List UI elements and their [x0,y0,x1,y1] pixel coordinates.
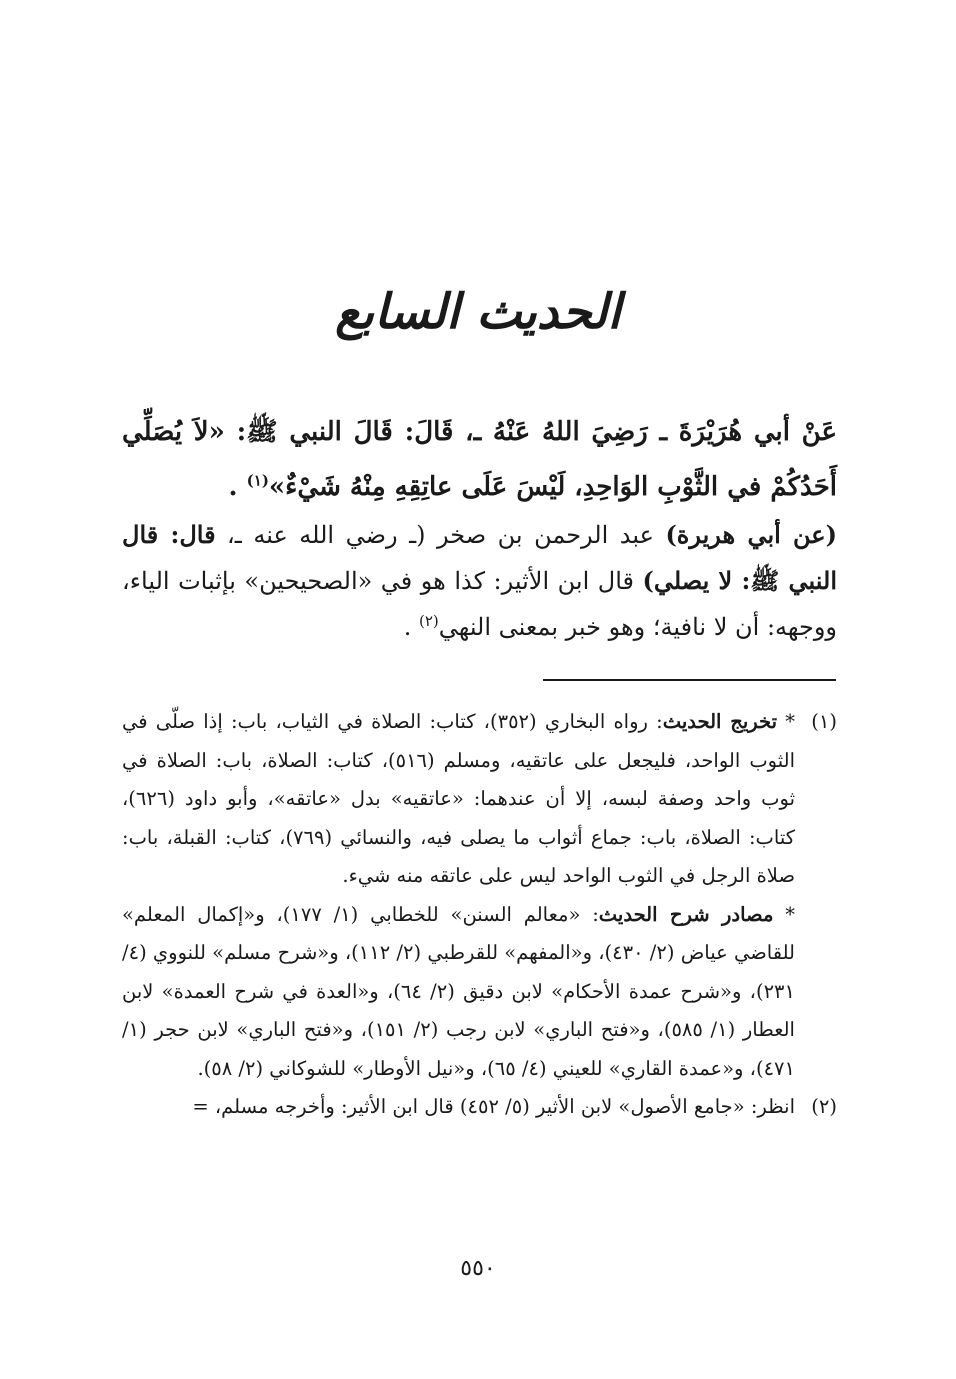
hadith-paragraph [122,405,837,515]
commentary-text-2: قال ابن الأثير: كذا هو في «الصحيحين» بإثبات الياء، ووجهه: أن لا نافية؛ وهو خبر بمعنى النهي [122,567,837,641]
sources-label: مصادر شرح الحديث [598,902,774,926]
footnote-paragraph: انظر: «جامع الأصول» لابن الأثير (٥/ ٤٥٢) قال ابن الأثير: وأخرجه مسلم، = [192,1095,795,1118]
footnote-paragraph [122,703,795,896]
bullet: * [777,710,795,733]
page-number: ٥٥٠ [460,1256,496,1281]
commentary-text-1: عبد الرحمن بن صخر (ـ رضي الله عنه ـ، [215,521,666,549]
footnote-body [122,1088,795,1127]
hadith-text-block [122,405,837,515]
commentary-end: . [403,613,419,641]
footnote-1 [122,703,837,1088]
commentary-paragraph [122,512,837,650]
footnote-body [122,703,795,1088]
footnote-paragraph [122,896,795,1089]
commentary-bold-2: قال: قال النبي ﷺ: لا يصلي) [122,520,837,595]
chapter-title: الحديث السابع [335,284,621,340]
footnote-number: (٢) [811,1095,837,1118]
hadith-text: عَنْ أبي هُرَيْرَةَ ـ رَضِيَ اللهُ عَنْهُ ـ، قَالَ: قَالَ النبي ﷺ: «لاَ يُصَلِّي أَحَدُكُمْ في الثَّوْبِ الوَاحِدِ، لَيْسَ عَلَى عاتِقِهِ مِنْهُ شَيْءٌ» [122,417,837,502]
footnote-ref-2[interactable]: (٢) [418,612,439,630]
footnote-number: (١) [811,710,837,733]
footnote-ref-1[interactable]: (١) [246,471,269,490]
commentary-block [122,512,837,650]
hadith-end: . [228,472,247,502]
footnote-divider [543,679,836,681]
takhrij-text: : رواه البخاري (٣٥٢)، كتاب: الصلاة في الثياب، باب: إذا صلّى في الثوب الواحد، فليجعل على عاتقيه، ومسلم (٥١٦)، كتاب: الصلاة، باب: الصلاة في ثوب واحد وصفة لبسه، إلا أن عندهما: «عاتقيه» بدل «عاتقه»، وأبو داود (٦٢٦)، كتاب: الصلاة، باب: جماع أثواب ما يصلى فيه، والنسائي (٧٦٩)، كتاب: القبلة، باب: صلاة الرجل في الثوب الواحد ليس على عاتقه منه شيء. [122,710,795,887]
bullet: * [773,902,795,926]
footnotes-section [122,703,837,1127]
commentary-bold-1: (عن أبي هريرة) [665,520,837,549]
footnote-2 [122,1088,837,1127]
sources-text: : «معالم السنن» للخطابي (١/ ١٧٧)، و«إكمال المعلم» للقاضي عياض (٢/ ٤٣٠)، و«المفهم» للقرطبي (٢/ ١١٢)، و«شرح مسلم» للنووي (٤/ ٢٣١)، و«شرح عمدة الأحكام» لابن دقيق (٢/ ٦٤)، و«العدة في شرح العمدة» لابن العطار (١/ ٥٨٥)، و«فتح الباري» لابن رجب (٢/ ١٥١)، و«فتح الباري» لابن حجر (١/ ٤٧١)، و«عمدة القاري» للعيني (٤/ ٦٥)، و«نيل الأوطار» للشوكاني (٢/ ٥٨). [122,902,795,1080]
takhrij-label: تخريج الحديث [662,710,778,733]
